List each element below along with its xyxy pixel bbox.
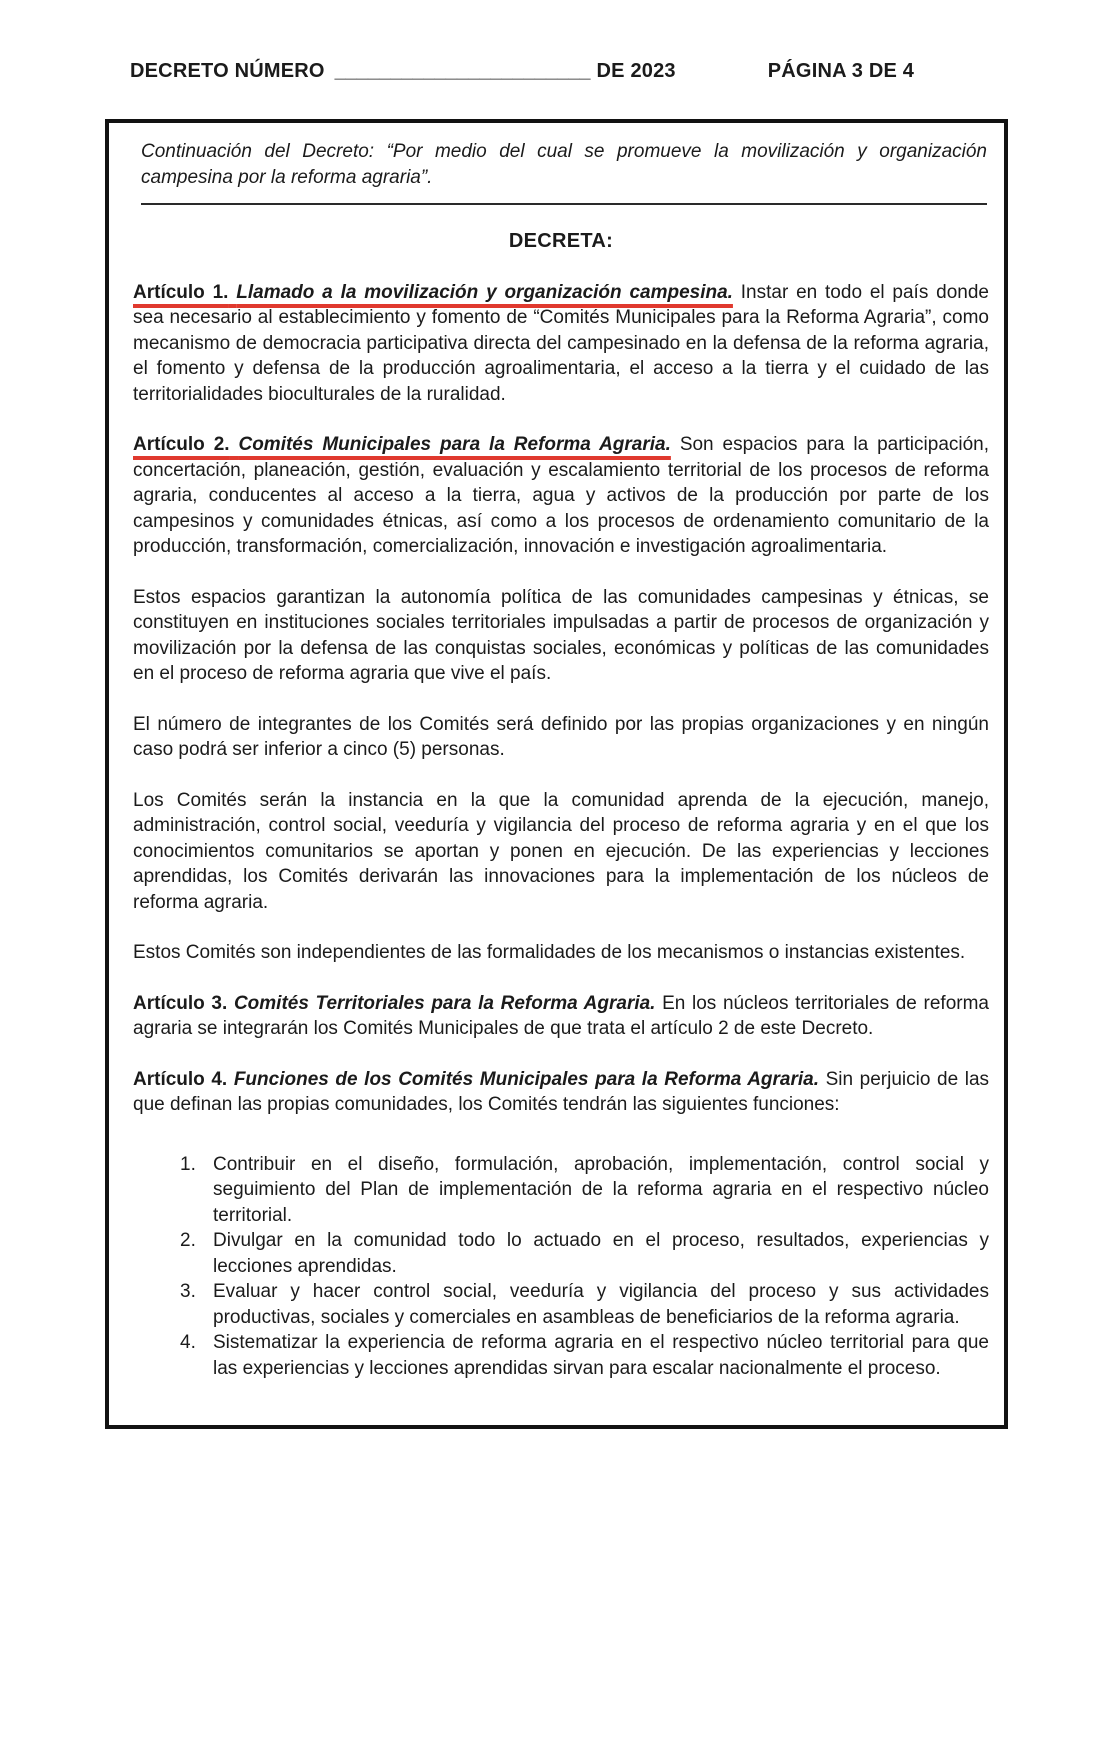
article-3 bbox=[133, 991, 989, 1042]
article-2-label: Artículo 2. bbox=[133, 434, 230, 455]
paragraph-members: El número de integrantes de los Comités será definido por las propias organizaciones y en ningún caso podrá ser inferior a cinco (5) personas. bbox=[133, 713, 989, 760]
decree-box bbox=[105, 119, 1008, 1429]
decree-year: DE 2023 bbox=[596, 60, 676, 82]
article-2-heading bbox=[133, 434, 671, 455]
article-2-body: Son espacios para la participación, concertación, planeación, gestión, evaluación y escalamiento territorial de los procesos de reforma agraria, conducentes al acceso a la tierra, agua y activos de la producción por parte de los campesinos y comunidades étnicas, así como a los procesos de ordenamiento comunitario de la producción, transformación, comercialización, innovación e investigación agroalimentaria. bbox=[133, 434, 990, 557]
page-indicator: PÁGINA 3 DE 4 bbox=[767, 60, 915, 82]
list-item-number: 3. bbox=[180, 1281, 196, 1302]
article-1 bbox=[133, 280, 989, 408]
article-4 bbox=[133, 1067, 989, 1118]
article-3-heading bbox=[133, 993, 655, 1014]
article-2 bbox=[133, 432, 989, 560]
paragraph-independent: Estos Comités son independientes de las formalidades de los mecanismos o instancias existentes. bbox=[133, 942, 966, 963]
list-item-text: Contribuir en el diseño, formulación, aprobación, implementación, control social y seguimiento del Plan de implementación de la reforma agraria en el respectivo núcleo territorial. bbox=[213, 1153, 989, 1226]
article-4-heading bbox=[133, 1069, 819, 1090]
decree-number-blank: _______________________ bbox=[334, 60, 591, 82]
paragraph-instance: Los Comités serán la instancia en la que la comunidad aprenda de la ejecución, manejo, administración, control social, veeduría y vigilancia del proceso de reforma agraria y en el que los conocimientos comunitarios se aportan y ponen en ejecución. De las experiencias y lecciones aprendidas, los Comités derivarán las innovaciones para la implementación de los núcleos de reforma agraria. bbox=[133, 789, 989, 913]
list-item-number: 2. bbox=[180, 1230, 196, 1251]
article-1-title: Llamado a la movilización y organización campesina. bbox=[236, 281, 733, 303]
decree-number-label: DECRETO NÚMERO bbox=[130, 60, 325, 82]
list-item bbox=[133, 1279, 989, 1330]
article-1-body: Instar en todo el país donde sea necesario al establecimiento y fomento de “Comités Municipales para la Reforma Agraria”, como mecanismo de democracia participativa directa del campesinado en la defensa de la reforma agraria, el fomento y defensa de la producción agroalimentaria, el acceso a la tierra y el cuidado de las territorialidades bioculturales de la ruralidad. bbox=[133, 281, 989, 405]
decree-number-line bbox=[130, 60, 676, 83]
page-header bbox=[130, 60, 1108, 83]
continuation-note: Continuación del Decreto: “Por medio del cual se promueve la movilización y organización campesina por la reforma agraria”. bbox=[141, 141, 987, 188]
list-item bbox=[133, 1330, 989, 1381]
list-item-text: Evaluar y hacer control social, veeduría y vigilancia del proceso y sus actividades productivas, sociales y comerciales en asambleas de beneficiarios de la reforma agraria. bbox=[213, 1281, 989, 1328]
divider-rule bbox=[141, 203, 987, 205]
list-item bbox=[133, 1228, 989, 1279]
article-3-title: Comités Territoriales para la Reforma Agraria. bbox=[233, 992, 656, 1014]
list-item-text: Divulgar en la comunidad todo lo actuado en el proceso, resultados, experiencias y lecciones aprendidas. bbox=[213, 1230, 989, 1277]
article-1-heading bbox=[133, 282, 733, 303]
article-3-body: En los núcleos territoriales de reforma agraria se integrarán los Comités Municipales de que trata el artículo 2 de este Decreto. bbox=[133, 992, 989, 1039]
article-4-label: Artículo 4. bbox=[133, 1068, 228, 1090]
article-1-label: Artículo 1. bbox=[133, 281, 229, 303]
list-item-text: Sistematizar la experiencia de reforma agraria en el respectivo núcleo territorial para que las experiencias y lecciones aprendidas sirvan para escalar nacionalmente el proceso. bbox=[213, 1332, 989, 1379]
functions-list bbox=[133, 1152, 989, 1382]
list-item-number: 4. bbox=[180, 1332, 196, 1353]
list-item-number: 1. bbox=[180, 1153, 196, 1175]
article-4-title: Funciones de los Comités Municipales para la Reforma Agraria. bbox=[233, 1068, 820, 1090]
article-4-body: Sin perjuicio de las que definan las propias comunidades, los Comités tendrán las siguientes funciones: bbox=[133, 1068, 990, 1115]
article-3-label: Artículo 3. bbox=[133, 992, 228, 1014]
paragraph-autonomy: Estos espacios garantizan la autonomía política de las comunidades campesinas y étnicas, se constituyen en instituciones sociales territoriales impulsadas a partir de procesos de organización y movilización por la defensa de las conquistas sociales, económicas y políticas de las comunidades en el proceso de reforma agraria que vive el país. bbox=[133, 586, 989, 684]
list-item bbox=[133, 1152, 989, 1229]
decreta-heading: DECRETA: bbox=[508, 230, 614, 252]
article-2-title: Comités Municipales para la Reforma Agraria. bbox=[238, 434, 671, 455]
